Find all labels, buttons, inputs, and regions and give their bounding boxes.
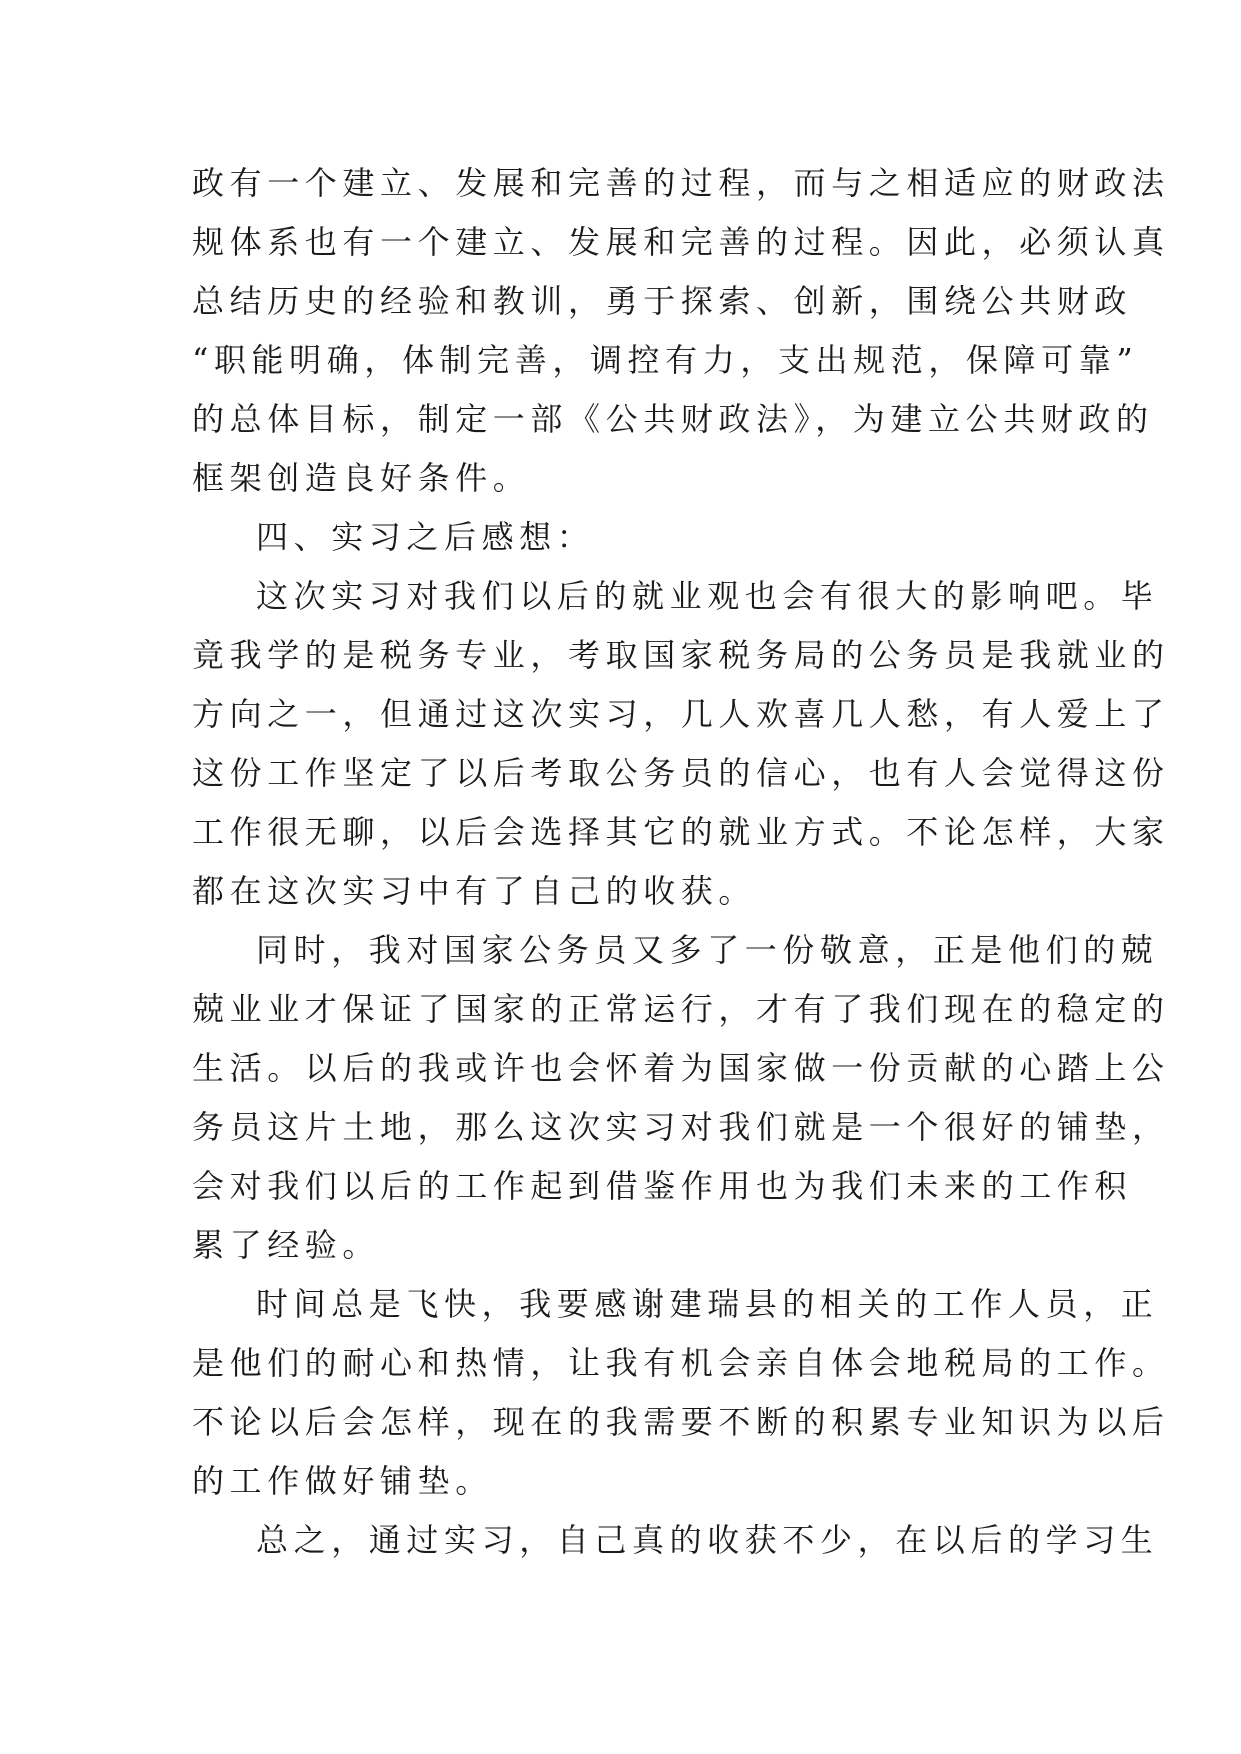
text-line: 是他们的耐心和热情，让我有机会亲自体会地税局的工作。 <box>192 1344 1170 1382</box>
section-heading: 四、实习之后感想： <box>256 518 595 556</box>
text-line: 都在这次实习中有了自己的收获。 <box>192 872 757 910</box>
text-line: 不论以后会怎样，现在的我需要不断的积累专业知识为以后 <box>192 1403 1170 1441</box>
text-line: 累了经验。 <box>192 1226 381 1264</box>
text-line: 会对我们以后的工作起到借鉴作用也为我们未来的工作积 <box>192 1167 1133 1205</box>
text-line: 方向之一，但通过这次实习，几人欢喜几人愁，有人爱上了 <box>192 695 1170 733</box>
text-line: 同时，我对国家公务员又多了一份敬意，正是他们的兢 <box>256 931 1159 969</box>
text-line: 工作很无聊，以后会选择其它的就业方式。不论怎样，大家 <box>192 813 1170 851</box>
text-line: 总之，通过实习，自己真的收获不少，在以后的学习生 <box>256 1521 1159 1559</box>
text-line: 规体系也有一个建立、发展和完善的过程。因此，必须认真 <box>192 223 1170 261</box>
text-line: 框架创造良好条件。 <box>192 459 531 497</box>
text-line: 竟我学的是税务专业，考取国家税务局的公务员是我就业的 <box>192 636 1170 674</box>
text-line: 政有一个建立、发展和完善的过程，而与之相适应的财政法 <box>192 164 1170 202</box>
text-line: 的总体目标，制定一部《公共财政法》，为建立公共财政的 <box>192 400 1154 438</box>
text-line: 兢业业才保证了国家的正常运行，才有了我们现在的稳定的 <box>192 990 1170 1028</box>
text-line: 生活。以后的我或许也会怀着为国家做一份贡献的心踏上公 <box>192 1049 1170 1087</box>
text-line: 总结历史的经验和教训，勇于探索、创新，围绕公共财政 <box>192 282 1133 320</box>
text-line: 务员这片土地，那么这次实习对我们就是一个很好的铺垫， <box>192 1108 1170 1146</box>
text-line: 的工作做好铺垫。 <box>192 1462 493 1500</box>
body-text <box>192 164 1170 1581</box>
text-line: 这份工作坚定了以后考取公务员的信心，也有人会觉得这份 <box>192 754 1170 792</box>
text-line: 这次实习对我们以后的就业观也会有很大的影响吧。毕 <box>256 577 1159 615</box>
text-line: “职能明确，体制完善，调控有力，支出规范，保障可靠” <box>192 341 1139 379</box>
text-line: 时间总是飞快，我要感谢建瑞县的相关的工作人员，正 <box>256 1285 1159 1323</box>
